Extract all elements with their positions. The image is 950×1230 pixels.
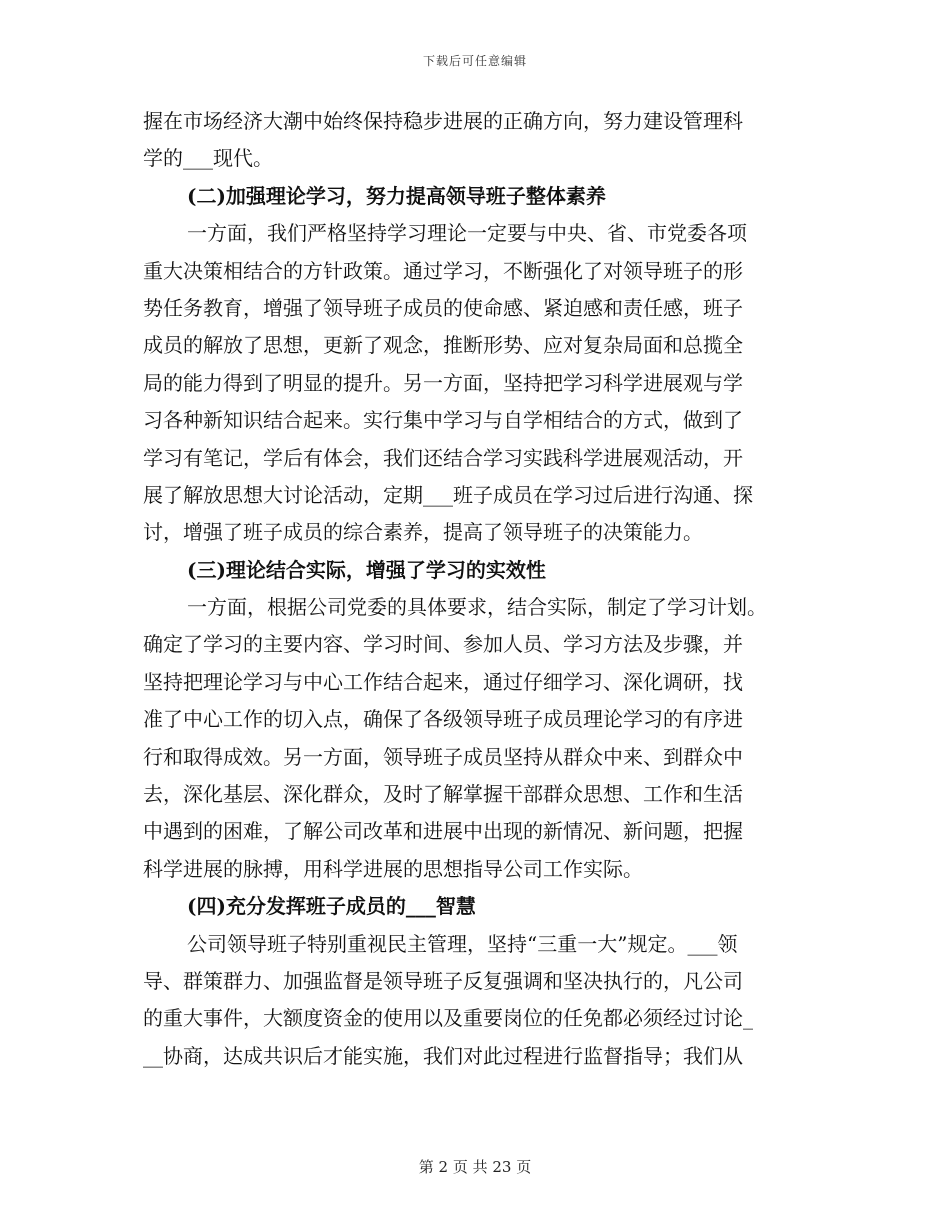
- text-line: 的重大事件，大额度资金的使用以及重要岗位的任免都必须经过讨论_: [143, 1006, 753, 1031]
- text-line: 学的___现代。: [143, 146, 273, 171]
- text-line: 一方面，我们严格坚持学习理论一定要与中央、省、市党委各项: [187, 221, 747, 246]
- section-heading: (三)理论结合实际，增强了学习的实效性: [187, 557, 546, 582]
- text-line: __协商，达成共识后才能实施，我们对此过程进行监督指导；我们从: [143, 1043, 743, 1068]
- text-line: 势任务教育，增强了领导班子成员的使命感、紧迫感和责任感，班子: [143, 295, 743, 320]
- text-line: 科学进展的脉搏，用科学进展的思想指导公司工作实际。: [143, 856, 643, 881]
- text-line: 一方面，根据公司党委的具体要求，结合实际，制定了学习计划。: [187, 595, 767, 620]
- text-line: 坚持把理论学习与中心工作结合起来，通过仔细学习、深化调研，找: [143, 669, 743, 694]
- section-heading: (四)充分发挥班子成员的___智慧: [187, 894, 476, 919]
- text-line: 讨，增强了班子成员的综合素养，提高了领导班子的决策能力。: [143, 520, 703, 545]
- text-line: 成员的解放了思想，更新了观念，推断形势、应对复杂局面和总揽全: [143, 333, 743, 358]
- text-line: 习各种新知识结合起来。实行集中学习与自学相结合的方式，做到了: [143, 408, 743, 433]
- page-footer: 第 2 页 共 23 页: [418, 1158, 532, 1176]
- document-body: [143, 103, 813, 1075]
- text-line: 局的能力得到了明显的提升。另一方面，坚持把学习科学进展观与学: [143, 370, 743, 395]
- header-note: 下载后可任意编辑: [422, 54, 527, 68]
- text-line: 中遇到的困难，了解公司改革和进展中出现的新情况、新问题，把握: [143, 819, 743, 844]
- text-line: 重大决策相结合的方针政策。通过学习，不断强化了对领导班子的形: [143, 258, 743, 283]
- text-line: 确定了学习的主要内容、学习时间、参加人员、学习方法及步骤，并: [143, 632, 743, 657]
- text-line: 握在市场经济大潮中始终保持稳步进展的正确方向，努力建设管理科: [143, 109, 743, 133]
- text-line: 导、群策群力、加强监督是领导班子反复强调和坚决执行的，凡公司: [143, 968, 743, 993]
- text-line: 去，深化基层、深化群众，及时了解掌握干部群众思想、工作和生活: [143, 782, 743, 807]
- text-line: 展了解放思想大讨论活动，定期___班子成员在学习过后进行沟通、探: [143, 482, 753, 507]
- text-line: 行和取得成效。另一方面，领导班子成员坚持从群众中来、到群众中: [143, 744, 743, 769]
- section-heading: (二)加强理论学习，努力提高领导班子整体素养: [187, 183, 606, 208]
- text-line: 公司领导班子特别重视民主管理，坚持“三重一大”规定。___领: [187, 931, 738, 956]
- text-line: 准了中心工作的切入点，确保了各级领导班子成员理论学习的有序进: [143, 707, 743, 732]
- text-line: 学习有笔记，学后有体会，我们还结合学习实践科学进展观活动，开: [143, 445, 743, 470]
